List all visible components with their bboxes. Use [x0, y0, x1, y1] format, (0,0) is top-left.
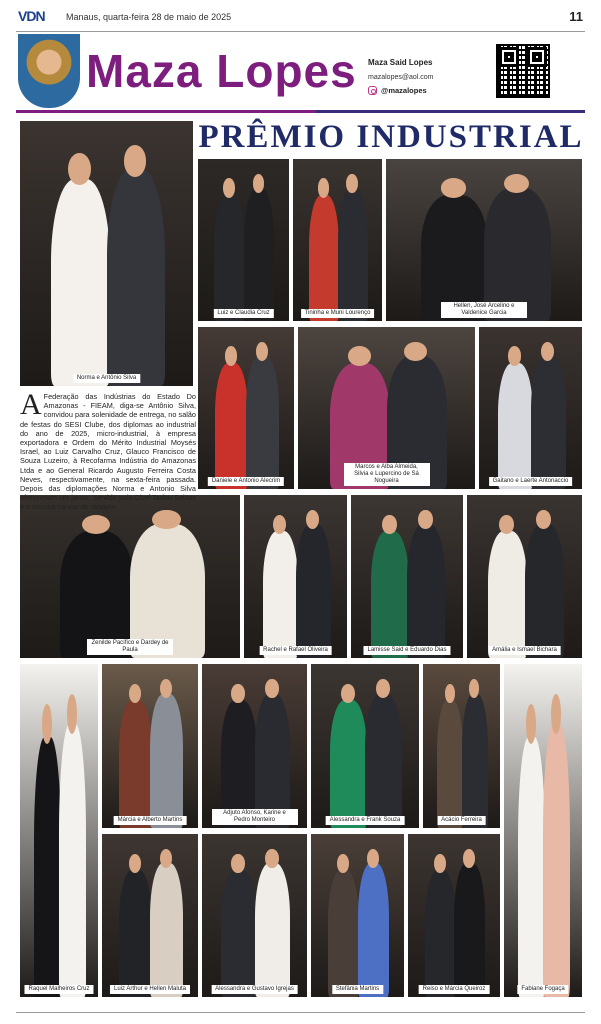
photo-caption: Hellen, José Arcelino e Valdenice Garcia: [441, 302, 527, 318]
figure-left: [488, 531, 527, 658]
photo-caption: Luiz Arthur e Hellen Maluta: [110, 985, 190, 994]
face: [434, 854, 446, 874]
face: [337, 854, 349, 874]
face: [265, 679, 279, 699]
photo-raquel-malheiros-cruz: [20, 664, 98, 997]
face: [231, 854, 245, 874]
figure-right: [150, 863, 183, 997]
face: [404, 342, 427, 361]
author-name: Maza Said Lopes: [368, 58, 433, 67]
photo-marcia-alberto-martins: [102, 664, 198, 828]
photo-caption: Raquel Malheiros Cruz: [24, 985, 93, 994]
photo-luiz-claudia-cruz: [198, 159, 289, 321]
figure-right: [365, 694, 402, 828]
figure-left: [263, 531, 298, 658]
photo-caption: Norma e Antônio Silva: [73, 374, 140, 383]
face: [42, 704, 52, 744]
face: [551, 694, 561, 734]
instagram-handle: @mazalopes: [381, 86, 427, 95]
photo-marcos-alba-silvia-lupercino: [298, 327, 475, 489]
figure-right: [338, 188, 368, 321]
photo-tininha-muni-lourenco: [293, 159, 382, 321]
face: [67, 694, 77, 734]
figure-right: [246, 356, 279, 489]
article-body-text: Federação das Indústrias do Estado Do Amazonas - FIEAM, diga-se Antônio Silva, convidou para solenidade de entrega, no salão de festas do SESI Clube, dos diplomas ao industrial do ano de 2025, micro-industrial, à empresa exportadora e Ordem do Mérito Industrial Moysés Israel, ao Luiz Carvalho Cruz, Glauco Francisco de Souza Luzeiro, à Recofarma Indústria do Amazonas Ltda e ao General Ricardo Augusto Ferreira Costa Neves, respectivamente, na sexta-feira passada. Depois das diplomações Norma e Antonio Silva ofereceram um jantar, servido pelo Chef Tadeu Seixas e a música na voz de Ianayra.: [20, 392, 196, 512]
figure-left: [437, 700, 463, 828]
photo-caption: Gaitano e Laerte Antonaccio: [489, 477, 573, 486]
figure-right: [407, 524, 445, 658]
figure-left: [518, 737, 545, 997]
photo-caption: Adjuto Afonso, Karine e Pedro Monteiro: [212, 809, 298, 825]
figure-right: [531, 356, 566, 489]
face: [445, 684, 455, 704]
qr-code-icon: [496, 44, 550, 98]
face: [68, 153, 90, 185]
face: [160, 849, 172, 869]
figure-right: [296, 524, 331, 658]
figure-right: [130, 524, 205, 658]
photo-caption: Marcos e Alba Almeida, Silvia e Lupercino de Sá Nogueira: [344, 463, 430, 486]
photo-rachel-rafael-oliveira: [244, 495, 347, 658]
face: [499, 515, 514, 535]
photo-caption: Daniele e Antonio Alecrim: [208, 477, 284, 486]
face: [124, 145, 146, 177]
photo-caption: Lamisse Said e Eduardo Dias: [363, 646, 450, 655]
photo-alessandra-frank-souza: [311, 664, 419, 828]
figure-left: [51, 179, 110, 386]
photo-caption: Alessandra e Gustavo Igrejas: [211, 985, 298, 994]
photo-alessandra-gustavo-igrejas: [202, 834, 307, 997]
photo-lamisse-eduardo: [351, 495, 463, 658]
article-headline: PRÊMIO INDUSTRIAL: [198, 119, 584, 155]
face: [441, 178, 466, 197]
face: [541, 342, 554, 361]
figure-left: [498, 363, 533, 489]
face: [348, 346, 371, 365]
author-email[interactable]: mazalopes@aol.com: [368, 74, 434, 81]
face: [418, 510, 433, 530]
face: [376, 679, 390, 699]
instagram-icon: [368, 86, 377, 95]
face: [256, 342, 268, 361]
photo-daniele-antonio-alecrim: [198, 327, 294, 489]
face: [152, 510, 181, 530]
photo-caption: Rachel e Rafael Oliveira: [259, 646, 332, 655]
photo-caption: Reiso e Márcia Queiroz: [419, 985, 490, 994]
face: [508, 346, 521, 365]
photo-adjuto-karine-pedro: [202, 664, 307, 828]
photo-caption: Zenilde Pacífico e Dardey de Paula: [87, 639, 173, 655]
photo-norma-antonio-silva: [20, 121, 193, 386]
figure-right: [244, 188, 275, 321]
photo-caption: Tininha e Muni Lourenço: [301, 309, 375, 318]
drop-cap: A: [20, 388, 42, 421]
face: [346, 174, 358, 193]
face: [526, 704, 536, 744]
photo-caption: Alessandra e Frank Souza: [326, 816, 405, 825]
photo-stefania-martins: [311, 834, 404, 997]
figure-left: [119, 870, 152, 997]
header-rule-accent: [316, 110, 585, 113]
face: [82, 515, 111, 535]
photo-caption: Amália e Ismael Bichara: [488, 646, 561, 655]
columnist-portrait: [18, 34, 80, 108]
page-number: 11: [569, 9, 583, 24]
figure-left: [221, 870, 257, 997]
figure-left: [214, 195, 245, 321]
figure-left: [328, 870, 360, 997]
figure-right: [107, 169, 166, 386]
photo-amalia-ismael-bichara: [467, 495, 582, 658]
article-body: [20, 388, 196, 512]
photo-hellen-jose-valdenice: [386, 159, 582, 321]
figure-right: [150, 694, 183, 828]
face: [536, 510, 551, 530]
photo-caption: Acácio Ferreira: [437, 816, 486, 825]
face: [367, 849, 379, 869]
figure-right: [255, 694, 291, 828]
column-title: Maza Lopes: [86, 45, 357, 97]
face: [504, 174, 529, 193]
newspaper-logo: VDN: [18, 8, 45, 24]
figure-left: [34, 737, 61, 997]
masthead: [16, 6, 585, 32]
figure-right: [543, 724, 570, 997]
figure-right: [462, 694, 488, 828]
photo-acacio-ferreira: [423, 664, 500, 828]
footer-rule: [16, 1012, 585, 1013]
photo-caption: Márcia e Alberto Martins: [114, 816, 187, 825]
figure-left: [425, 870, 456, 997]
figure-right: [454, 863, 485, 997]
figure-left: [330, 700, 367, 828]
figure-right: [358, 863, 390, 997]
photo-gaitano-laerte-antonaccio: [479, 327, 582, 489]
figure-left: [119, 700, 152, 828]
face: [265, 849, 279, 869]
figure-right: [255, 863, 291, 997]
figure-left: [309, 195, 339, 321]
photo-caption: Fabiane Fogaça: [517, 985, 568, 994]
photo-fabiane-fogaca: [504, 664, 582, 997]
figure-left: [215, 363, 248, 489]
photo-zenilde-dardey: [20, 495, 240, 658]
face: [382, 515, 397, 535]
figure-right: [59, 724, 86, 997]
figure-right: [525, 524, 564, 658]
photo-luiz-arthur-hellen-maluta: [102, 834, 198, 997]
photo-reiso-marcia-queiroz: [408, 834, 500, 997]
figure-left: [371, 531, 409, 658]
photo-caption: Luiz e Claudia Cruz: [213, 309, 273, 318]
photo-caption: Stefânia Martins: [332, 985, 383, 994]
author-instagram[interactable]: [368, 86, 488, 95]
columnist-contact: [368, 58, 488, 95]
dateline: Manaus, quarta-feira 28 de maio de 2025: [66, 12, 232, 22]
